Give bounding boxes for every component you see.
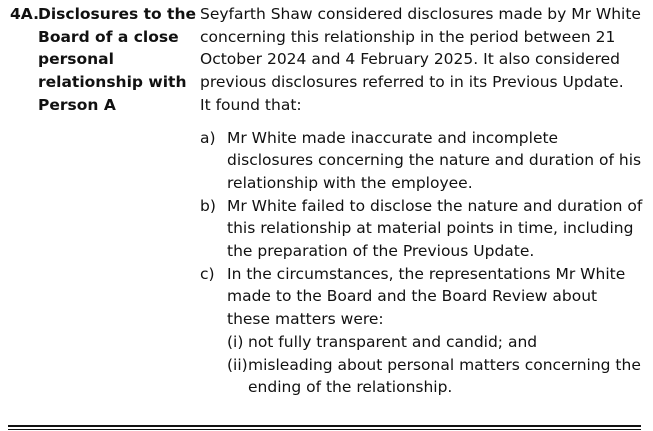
subitem-text: not fully transparent and candid; and: [248, 332, 538, 351]
finding-subitem-ii: [227, 354, 645, 399]
subitem-label: (i): [227, 332, 244, 351]
section-heading-first: Disclosures to the: [38, 5, 197, 23]
subitem-text: misleading about personal matters concerning the ending of the relationship.: [248, 355, 641, 397]
findings-list: [200, 127, 645, 399]
section-heading-first-line: [10, 3, 196, 26]
intro-paragraph: Seyfarth Shaw considered disclosures made by Mr White concerning this relationship in the period between 21 October 2024 and 4 February 2025. It also considered previous disclosures referred to in its Previous Update.: [200, 5, 641, 92]
finding-label: b): [200, 196, 216, 215]
finding-text: In the circumstances, the representations Mr White made to the Board and the Board Review about these matters were:: [227, 264, 626, 329]
findings-intro: It found that:: [200, 95, 302, 114]
finding-label: c): [200, 264, 215, 283]
section-divider-bottom: [8, 429, 641, 431]
finding-label: a): [200, 128, 216, 147]
subitem-label: (ii): [227, 355, 248, 374]
finding-text: Mr White failed to disclose the nature and duration of this relationship at material points in time, including the preparation of the Previous Update.: [227, 196, 643, 261]
section-heading-rest: Board of a close personal relationship with Person A: [38, 27, 187, 114]
section-number: 4A.: [10, 5, 39, 23]
finding-item-b: [200, 195, 645, 263]
section-content: [200, 3, 645, 399]
finding-text: Mr White made inaccurate and incomplete disclosures concerning the nature and duration of his relationship with the employee.: [227, 128, 642, 192]
finding-item-c: [200, 263, 645, 399]
finding-item-a: [200, 127, 645, 195]
section-heading: [10, 3, 196, 117]
section-divider-top: [8, 425, 641, 427]
finding-subitem-i: [227, 331, 645, 354]
